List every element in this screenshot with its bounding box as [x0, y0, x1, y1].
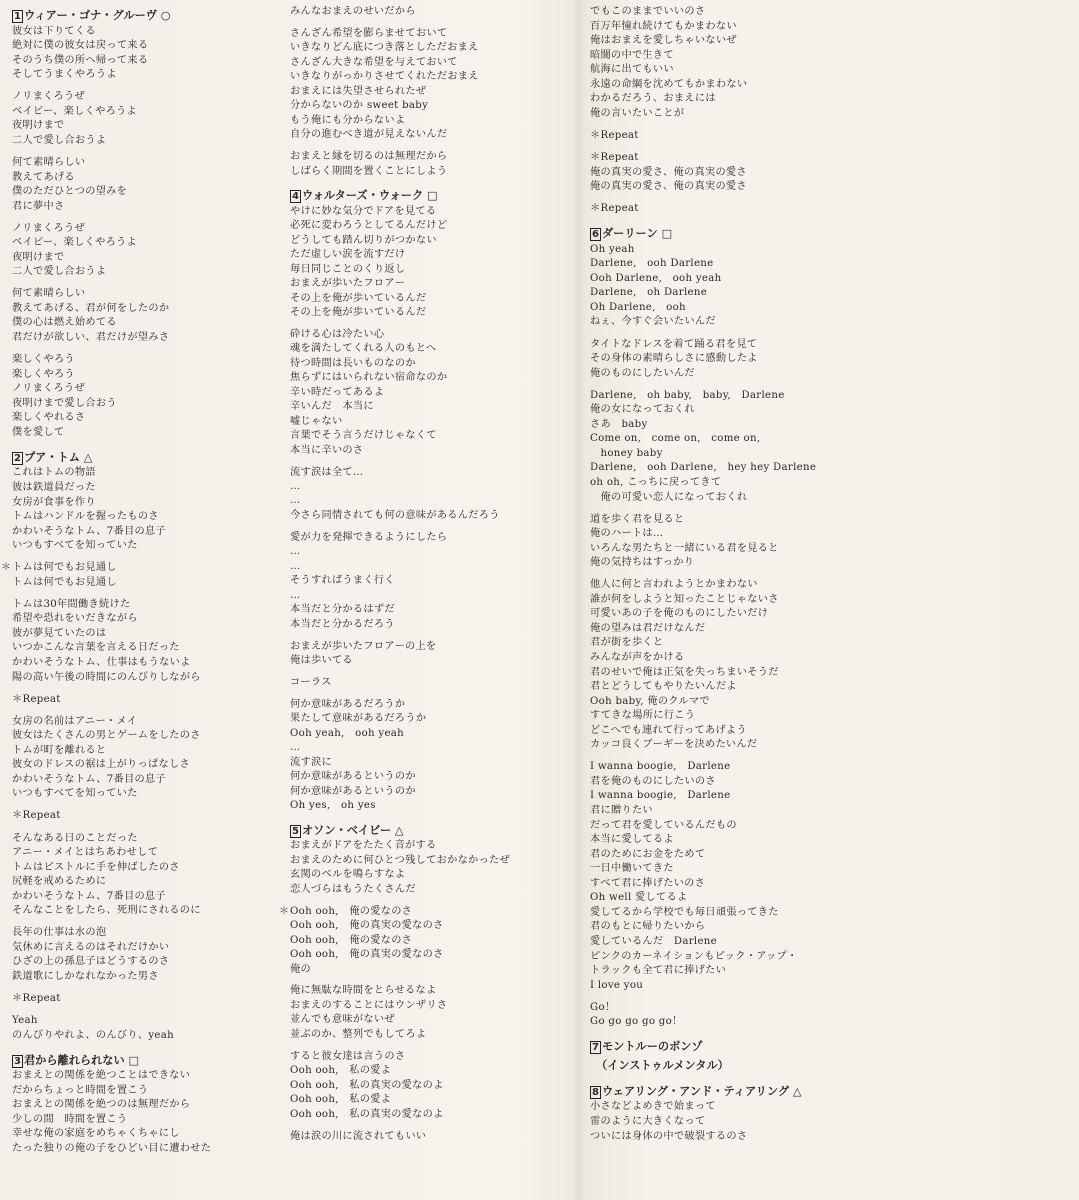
lyric-line: 俺の望みは君だけなんだ	[590, 622, 706, 634]
lyric-line: 僕のただひとつの望みを	[12, 186, 128, 198]
lyric-line: おまえとの関係を絶つことはできない	[12, 1070, 191, 1082]
lyric-line: もう俺にも分からないよ	[290, 114, 406, 126]
lyric-line: 何て素晴らしい	[12, 288, 86, 300]
lyric-line: 一日中働いてきた	[590, 863, 674, 875]
lyric-line: Darlene, ooh Darlene	[590, 258, 714, 270]
lyric-line: これはトムの物語	[12, 467, 96, 479]
lyric-line: 言葉でそう言うだけじゃなくて	[290, 430, 437, 442]
lyric-line: 道を歩く君を見ると	[590, 513, 685, 525]
lyric-line: 俺のハートは…	[590, 528, 664, 540]
lyric-line: 永遠の命綱を沈めてもかまわない	[590, 78, 748, 90]
lyric-line: トラックも全て君に捧げたい	[590, 965, 727, 977]
lyric-line: 自分の進むべき道が見えないんだ	[290, 129, 448, 141]
lyric-line: 幸せな俺の家庭をめちゃくちゃにし	[12, 1128, 180, 1140]
lyric-line: トムは30年間働き続けた	[12, 598, 131, 610]
lyric-line: 教えてあげる	[12, 171, 75, 183]
lyric-line: Ooh ooh, 俺の真実の愛なのさ	[290, 920, 444, 932]
lyric-line: おまえのために何ひとつ残しておかなかったぜ	[290, 854, 511, 866]
lyric-line: 二人で愛し合おうよ	[12, 134, 107, 146]
lyric-line: 何か意味があるというのか	[290, 785, 416, 797]
lyric-line: Darlene, oh Darlene	[590, 287, 708, 299]
lyric-line: おまえには失望させられたぜ	[290, 85, 427, 97]
song-title	[590, 1039, 703, 1055]
lyric-line: 彼は鉄道員だった	[12, 481, 96, 493]
track-number: 6	[592, 229, 599, 241]
lyric-line: honey baby	[590, 447, 663, 459]
lyric-line: I love you	[590, 979, 644, 991]
lyric-line: 愛してるから学校でも毎日頑張ってきた	[590, 906, 779, 918]
lyric-line: かわいそうなトム、7番目の息子	[12, 773, 166, 785]
lyric-line: 毎日同じことのくり返し	[290, 263, 406, 275]
lyric-line: Oh yes, oh yes	[290, 800, 376, 811]
lyric-line: 愛しているんだ Darlene	[590, 935, 717, 947]
lyric-line: 分からないのか sweet baby	[290, 100, 429, 112]
song-title-text: ウォルターズ・ウォーク □	[301, 189, 438, 203]
lyric-line: oh oh, こっちに戻ってきて	[590, 476, 722, 488]
track-number: 2	[14, 452, 21, 464]
lyric-line: そのうち僕の所へ帰って来る	[12, 54, 149, 66]
lyric-line: 小さなどよめきで始まって	[590, 1101, 716, 1113]
lyric-line: トムはハンドルを握ったものさ	[12, 511, 159, 523]
lyric-line: I wanna boogie, Darlene	[590, 790, 731, 802]
lyric-line: 航海に出てもいい	[590, 64, 674, 76]
lyric-line: Go！	[590, 1001, 616, 1013]
lyric-line: ノリまくろうぜ	[12, 222, 86, 234]
lyric-line: 果たして意味があるだろうか	[290, 713, 427, 725]
song-title-text: ウェアリング・アンド・ティアリング △	[601, 1084, 802, 1098]
lyric-line: いつもすべてを知っていた	[12, 540, 138, 552]
lyric-line: Ooh ooh, 私の真実の愛なのよ	[290, 1079, 444, 1091]
lyric-line: …	[290, 589, 301, 601]
lyric-line: 彼女は下りてくる	[12, 25, 96, 37]
lyric-line: やけに妙な気分でドアを見てる	[290, 205, 437, 217]
lyric-line: そしてうまくやろうよ	[12, 69, 117, 81]
lyric-line: I wanna boogie, Darlene	[590, 761, 731, 773]
lyric-line: たった独りの俺の子をひどい目に遭わせた	[12, 1142, 212, 1154]
lyric-line: コーラス	[290, 676, 332, 688]
lyric-line: 彼女はたくさんの男とゲームをしたのさ	[12, 730, 201, 742]
lyric-line: ノリまくろうぜ	[12, 91, 86, 103]
lyric-line: 魂を満たしてくれる人のもとへ	[290, 343, 437, 355]
lyric-line: アニー・メイとはちあわせして	[12, 847, 159, 859]
lyric-line: その身体の素晴らしさに感動したよ	[590, 353, 758, 365]
lyric-line: 夜明けまで愛し合おう	[12, 397, 117, 409]
lyric-line: …	[290, 495, 301, 507]
lyric-line: 君のせいで俺は正気を失っちまいそうだ	[590, 666, 779, 678]
song-title	[590, 1084, 802, 1100]
lyric-line: そうすればうまく行く	[290, 575, 395, 587]
lyric-line: みんなが声をかける	[590, 652, 685, 663]
song-title-text: 君から離れられない □	[23, 1053, 140, 1067]
lyric-line: …	[290, 742, 301, 754]
lyric-line: 長年の仕事は水の泡	[12, 927, 107, 939]
lyric-line: かわいそうなトム、仕事はもうないよ	[12, 657, 191, 668]
page-fold	[572, 0, 586, 1200]
lyric-line: 恋人づらはもうたくさんだ	[290, 883, 416, 895]
lyric-line: 楽しくやろう	[12, 368, 75, 380]
lyric-line: おまえのすることにはウンザリさ	[290, 999, 448, 1011]
lyric-line: 玄関のベルを鳴らすなよ	[290, 869, 406, 881]
song-title	[590, 226, 672, 242]
lyric-line: タイトなドレスを着て踊る君を見て	[590, 338, 758, 350]
lyric-line: おまえが歩いたフロアーの上を	[290, 640, 437, 652]
lyric-line: 君に夢中さ	[12, 200, 65, 212]
lyric-line: 何て素晴らしい	[12, 156, 86, 168]
song-title-text: プア・トム △	[23, 450, 93, 464]
lyric-line: ＊Repeat	[12, 810, 61, 822]
lyric-line: Yeah	[12, 1015, 38, 1027]
song-title-text: ダーリーン □	[601, 227, 673, 241]
lyric-line: 雷のように大きくなって	[590, 1115, 706, 1127]
lyric-line: 君とどうしてもやりたいんだよ	[590, 681, 737, 693]
track-number: 4	[292, 191, 299, 203]
lyric-line: 俺は歩いてる	[290, 654, 353, 666]
track-number: 5	[292, 825, 299, 837]
track-number: 7	[592, 1042, 599, 1054]
lyric-line: その上を俺が歩いているんだ	[290, 307, 427, 319]
lyric-line: しばらく期間を置くことにしよう	[290, 165, 448, 177]
lyric-line: Go go go go go！	[590, 1016, 683, 1028]
lyric-line: 僕の心は燃え始めてる	[12, 317, 117, 329]
lyric-line: だからちょっと時間を置こう	[12, 1084, 149, 1096]
track-number: 3	[14, 1055, 21, 1067]
lyric-line: 可愛いあの子を俺のものにしたいだけ	[590, 608, 769, 620]
lyric-line: ひざの上の孫息子はどうするのさ	[12, 956, 170, 968]
lyric-line: 俺の真実の愛さ、俺の真実の愛さ	[590, 181, 747, 193]
lyric-line: 女房の名前はアニー・メイ	[12, 715, 138, 727]
song-title: （インストゥルメンタル）	[596, 1058, 729, 1072]
lyric-line: 鉄道歌にしかなれなかった男さ	[12, 970, 159, 982]
lyric-line: 少しの間 時間を置こう	[12, 1113, 128, 1125]
lyric-line: ＊Repeat	[12, 993, 61, 1004]
lyric-line: 俺の女になっておくれ	[590, 404, 695, 416]
lyric-line: 流す涙は全て…	[290, 466, 364, 478]
repeat-marker-icon: ＊	[279, 905, 289, 917]
lyric-line: 嘘じゃない	[290, 415, 343, 427]
lyric-line: さんざん希望を膨らませておいて	[290, 27, 448, 39]
lyric-line: カッコ良くブーギーを決めたいんだ	[590, 739, 758, 751]
lyric-line: 今さら同情されても何の意味があるんだろう	[290, 509, 500, 521]
lyric-line: Darlene, ooh Darlene, hey hey Darlene	[590, 462, 817, 474]
lyric-line: いろんな男たちと一緒にいる君を見ると	[590, 542, 779, 554]
song-title	[12, 8, 171, 24]
lyric-line: そんなことをしたら、死刑にされるのに	[12, 905, 201, 917]
lyric-line: ベイビー、楽しくやろうよ	[12, 237, 138, 249]
lyric-line: 愛が力を発揮できるようにしたら	[290, 531, 448, 543]
lyric-line: 女房が食事を作り	[12, 496, 96, 508]
song-title-text: ウィアー・ゴナ・グルーヴ ○	[23, 9, 171, 22]
lyric-line: 俺はおまえを愛しちゃいないぜ	[590, 35, 737, 47]
lyric-line: その上を俺が歩いているんだ	[290, 292, 427, 304]
lyric-line: 百万年憧れ続けてもかまわない	[590, 20, 737, 32]
lyric-line: 並ぶのか、整列でもしてろよ	[290, 1028, 427, 1040]
lyric-line: トムが町を離れると	[12, 744, 107, 756]
lyric-line: Come on, come on, come on,	[590, 433, 761, 445]
track-number: 8	[592, 1086, 599, 1098]
repeat-marker-icon: ＊	[1, 562, 11, 574]
lyric-line: ついには身体の中で破裂するのさ	[590, 1130, 748, 1142]
lyric-line: いきなりどん底につき落としただおまえ	[290, 42, 479, 54]
lyric-line: ベイビー、楽しくやろうよ	[12, 105, 138, 117]
lyric-line: 何か意味があるというのか	[290, 771, 416, 783]
lyric-line: ただ虚しい涙を流すだけ	[290, 249, 406, 261]
lyric-line: Ooh ooh, 私の真実の愛なのよ	[290, 1108, 444, 1120]
lyric-line: 辛いんだ 本当に	[290, 401, 374, 413]
lyric-line: 俺の気持ちはすっかり	[590, 557, 695, 569]
lyric-line: いつもすべてを知っていた	[12, 788, 138, 800]
lyric-line: かわいそうなトム、7番目の息子	[12, 525, 166, 537]
lyric-line: 砕ける心は冷たい心	[290, 329, 385, 340]
lyric-line: 俺の真実の愛さ、俺の真実の愛さ	[590, 166, 747, 178]
lyric-line: のんびりやれよ、のんびり、yeah	[12, 1029, 174, 1041]
lyric-line: さんざん大きな希望を与えておいて	[290, 56, 458, 68]
lyric-line: Darlene, oh baby, baby, Darlene	[590, 389, 785, 401]
lyric-line: そんなある日のことだった	[12, 832, 138, 844]
lyric-line: 俺は涙の川に流されてもいい	[290, 1130, 427, 1142]
lyric-line: ＊Repeat	[12, 693, 61, 705]
song-title	[12, 450, 92, 466]
song-title	[290, 823, 404, 839]
lyric-line: 希望や恐れをいだきながら	[12, 613, 138, 625]
lyric-line: Ooh baby, 俺のクルマで	[590, 695, 710, 707]
lyric-line: ピンクのカーネイションもピック・アップ・	[590, 950, 798, 962]
lyric-line: みんなおまえのせいだから	[290, 6, 416, 17]
lyric-line: Ooh ooh, 俺の愛なのさ	[290, 934, 413, 946]
lyric-line: Oh yeah	[590, 243, 635, 255]
lyric-line: おまえが歩いたフロアー	[290, 278, 406, 290]
lyric-line: 君のもとに帰りたいから	[590, 921, 706, 933]
lyric-line: 君が街を歩くと	[590, 637, 664, 649]
song-title-text: オソン・ベイビー △	[301, 823, 404, 837]
lyric-line: 俺の可愛い恋人になっておくれ	[590, 491, 748, 503]
lyric-line: トムはピストルに手を伸ばしたのさ	[12, 861, 180, 873]
lyric-line: 本当だと分かるはずだ	[290, 604, 395, 616]
lyric-line: 流す涙に	[290, 756, 332, 768]
lyric-line: 待つ時間は長いものなのか	[290, 357, 416, 369]
lyric-line: ＊Repeat	[590, 129, 639, 141]
lyric-line: 気休めに言えるのはそれだけかい	[12, 941, 170, 953]
lyric-line: 並んでも意味がないぜ	[290, 1014, 395, 1026]
lyric-line: トムは何でもお見通し	[12, 562, 117, 574]
lyric-line: すると彼女達は言うのさ	[290, 1050, 406, 1062]
lyric-line: …	[290, 481, 301, 492]
lyric-line: 陽の高い午後の時間にのんびりしながら	[12, 671, 201, 683]
lyric-line: 本当に愛してるよ	[590, 834, 674, 846]
lyric-line: 必死に変わろうとしてるんだけど	[290, 220, 448, 232]
lyric-line: だって君を愛しているんだもの	[590, 819, 737, 831]
lyric-line: 暗闇の中で生きて	[590, 49, 674, 61]
song-title	[12, 1053, 139, 1069]
lyric-line: 他人に何と言われようとかまわない	[590, 579, 758, 591]
song-title-text: モントルーのボンゾ	[601, 1040, 703, 1054]
lyric-line: …	[290, 560, 301, 572]
lyric-line: Ooh ooh, 俺の愛なのさ	[290, 905, 413, 917]
lyric-line: さあ baby	[590, 418, 648, 430]
lyric-line: ノリまくろうぜ	[12, 383, 86, 395]
lyric-line: 楽しくやれるさ	[12, 412, 86, 424]
lyric-line: でもこのままでいいのさ	[590, 6, 706, 17]
lyric-line: 楽しくやろう	[12, 354, 75, 366]
lyric-line: ＊Repeat	[590, 151, 639, 163]
lyric-line: 夜明けまで	[12, 120, 65, 132]
lyric-line: 本当に辛いのさ	[290, 444, 364, 456]
lyric-line: 教えてあげる、君が何をしたのか	[12, 302, 170, 314]
lyric-line: ねぇ、今すぐ会いたいんだ	[590, 316, 716, 328]
lyric-line: 夜明けまで	[12, 251, 65, 263]
lyric-line: 尻軽を戒めるために	[12, 876, 107, 888]
lyric-line: おまえとの関係を絶つのは無理だから	[12, 1099, 191, 1111]
lyric-line: Oh Darlene, ooh	[590, 301, 686, 313]
lyric-line: どこへでも連れて行ってあげよう	[590, 724, 747, 736]
song-title	[290, 188, 438, 204]
track-number: 1	[14, 11, 21, 22]
lyric-line: どうしても踏ん切りがつかない	[290, 234, 437, 246]
lyric-line: おまえと縁を切るのは無理だから	[290, 151, 448, 163]
lyric-line: Ooh Darlene, ooh yeah	[590, 272, 722, 284]
lyric-line: わかるだろう、おまえには	[590, 93, 716, 105]
lyric-line: ＊Repeat	[590, 203, 639, 215]
lyric-line: いつかこんな言葉を言える日だった	[12, 642, 180, 654]
lyric-line: かわいそうなトム、7番目の息子	[12, 890, 166, 902]
lyric-line: 俺のものにしたいんだ	[590, 367, 695, 379]
lyric-line: 僕を愛して	[12, 426, 65, 438]
lyric-line: すてきな場所に行こう	[590, 710, 696, 722]
lyric-line: 絶対に僕の彼女は戻って来る	[12, 40, 149, 52]
lyric-line: 君だけが欲しい、君だけが望みさ	[12, 332, 170, 343]
lyric-line: 君を俺のものにしたいのさ	[590, 775, 716, 787]
lyric-line: …	[290, 546, 301, 558]
lyric-line: 本当だと分かるだろう	[290, 618, 395, 630]
lyric-line: 二人で愛し合おうよ	[12, 266, 107, 278]
lyric-line: 彼が夢見ていたのは	[12, 627, 107, 639]
lyric-line: 俺に無駄な時間をとらせるなよ	[290, 985, 437, 997]
lyric-line: おまえがドアをたたく音がする	[290, 840, 437, 852]
lyric-line: すべて君に捧げたいのさ	[590, 877, 706, 889]
lyric-line: Ooh ooh, 私の愛よ	[290, 1094, 392, 1106]
lyric-line: トムは何でもお見通し	[12, 576, 117, 588]
lyric-line: Ooh yeah, ooh yeah	[290, 727, 405, 739]
lyric-line: 何か意味があるだろうか	[290, 698, 406, 710]
lyric-line: 俺の	[290, 963, 311, 975]
lyric-line: いきなりがっかりさせてくれただおまえ	[290, 71, 479, 83]
lyric-line: 俺の言いたいことが	[590, 107, 685, 119]
lyric-line: 君に贈りたい	[590, 805, 653, 816]
lyric-line: 誰が何をしようと知ったことじゃないさ	[590, 593, 779, 605]
lyric-line: 君のためにお金をためて	[590, 848, 706, 860]
lyric-line: Ooh ooh, 私の愛よ	[290, 1065, 392, 1077]
lyric-line: 辛い時だってあるよ	[290, 386, 385, 398]
lyric-line: Oh well 愛してるよ	[590, 892, 688, 904]
lyric-line: 焦らずにはいられない宿命なのか	[290, 372, 448, 384]
lyric-line: 彼女のドレスの裾は上がりっぱなしさ	[12, 759, 190, 771]
lyric-line: Ooh ooh, 俺の真実の愛なのさ	[290, 949, 444, 961]
